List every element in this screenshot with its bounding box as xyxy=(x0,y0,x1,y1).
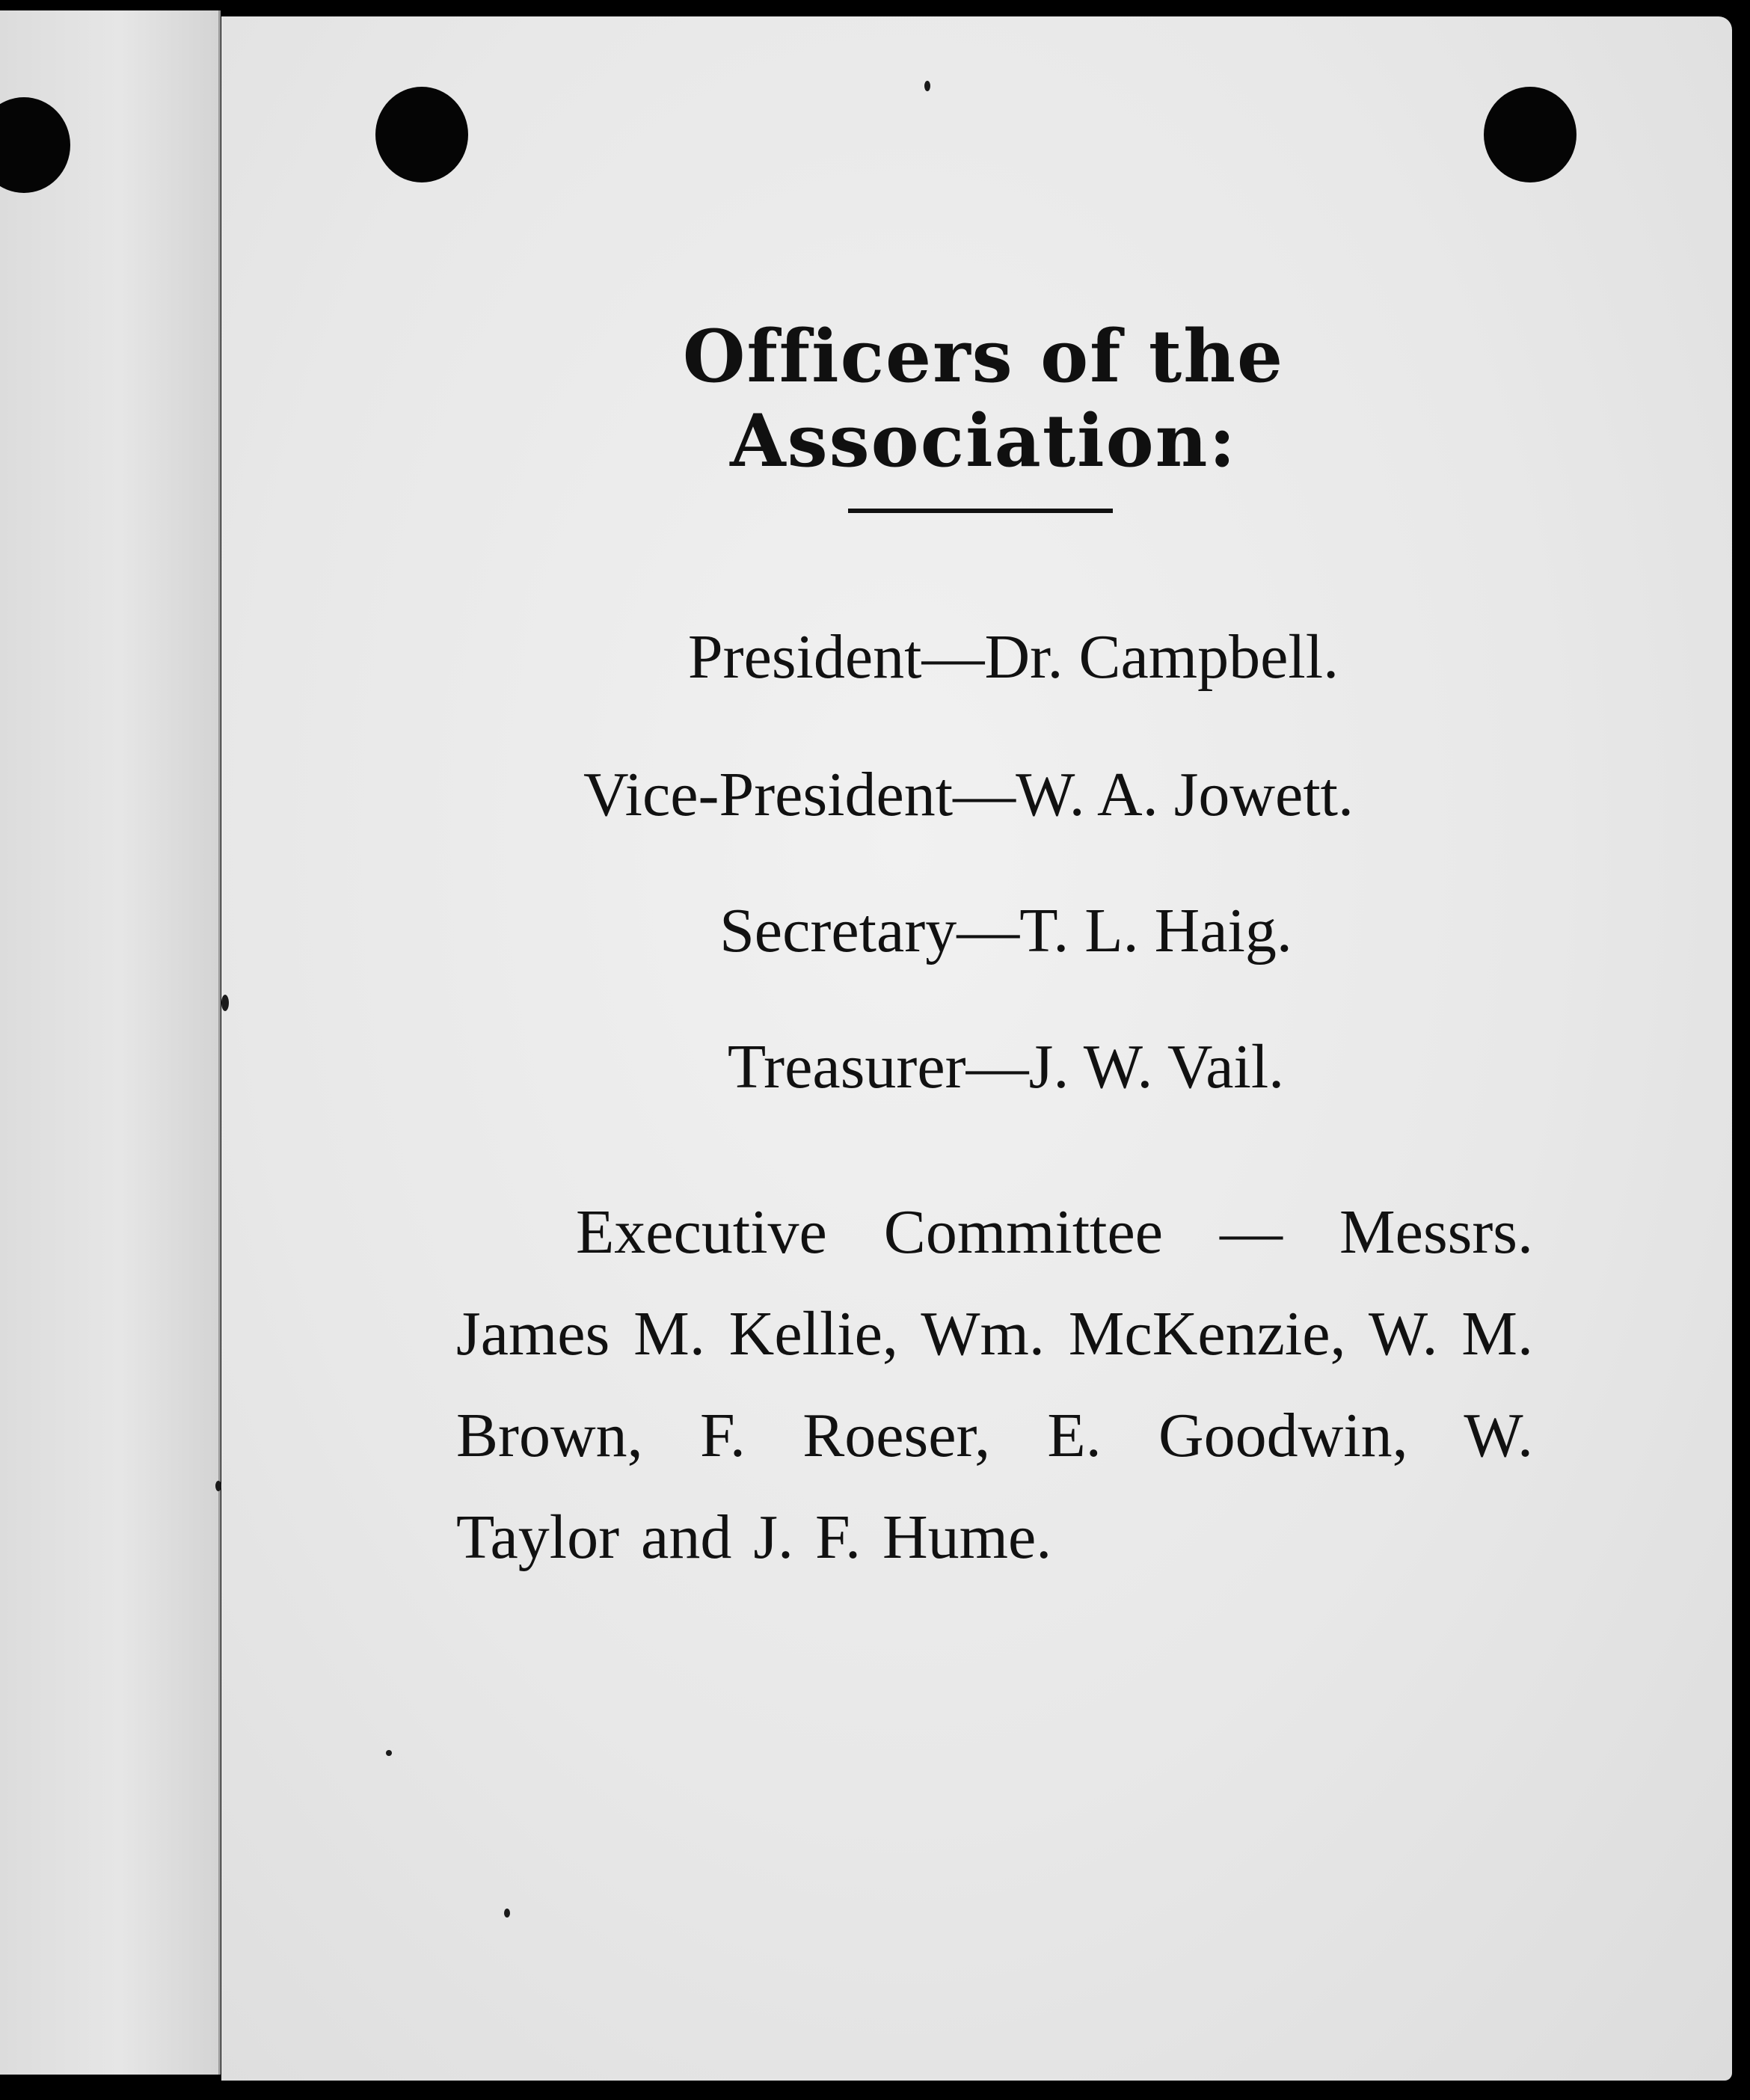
officer-treasurer: Treasurer—J. W. Vail. xyxy=(727,1032,1285,1102)
punch-hole xyxy=(375,87,468,182)
officer-secretary: Secretary—T. L. Haig. xyxy=(719,896,1292,965)
officer-vice-president: Vice-President—W. A. Jowett. xyxy=(583,760,1354,829)
paper-speck xyxy=(504,1909,510,1918)
paper-speck xyxy=(386,1750,392,1756)
executive-committee-paragraph: Executive Committee — Messrs. James M. Kellie, Wm. McKenzie, W. M. Brown, F. Roeser, E. Goodwin, W. Taylor and J. F. Hume. xyxy=(456,1197,1533,1572)
paper-speck xyxy=(215,1481,221,1491)
left-fold-flap xyxy=(0,10,221,2075)
punch-hole xyxy=(1484,87,1576,182)
page-title: Officers of the Association: xyxy=(682,314,1285,483)
officer-president: President—Dr. Campbell. xyxy=(687,622,1339,692)
paper-speck xyxy=(924,81,930,91)
punch-hole xyxy=(0,97,70,193)
paper-speck xyxy=(221,995,229,1011)
title-divider xyxy=(848,509,1113,513)
